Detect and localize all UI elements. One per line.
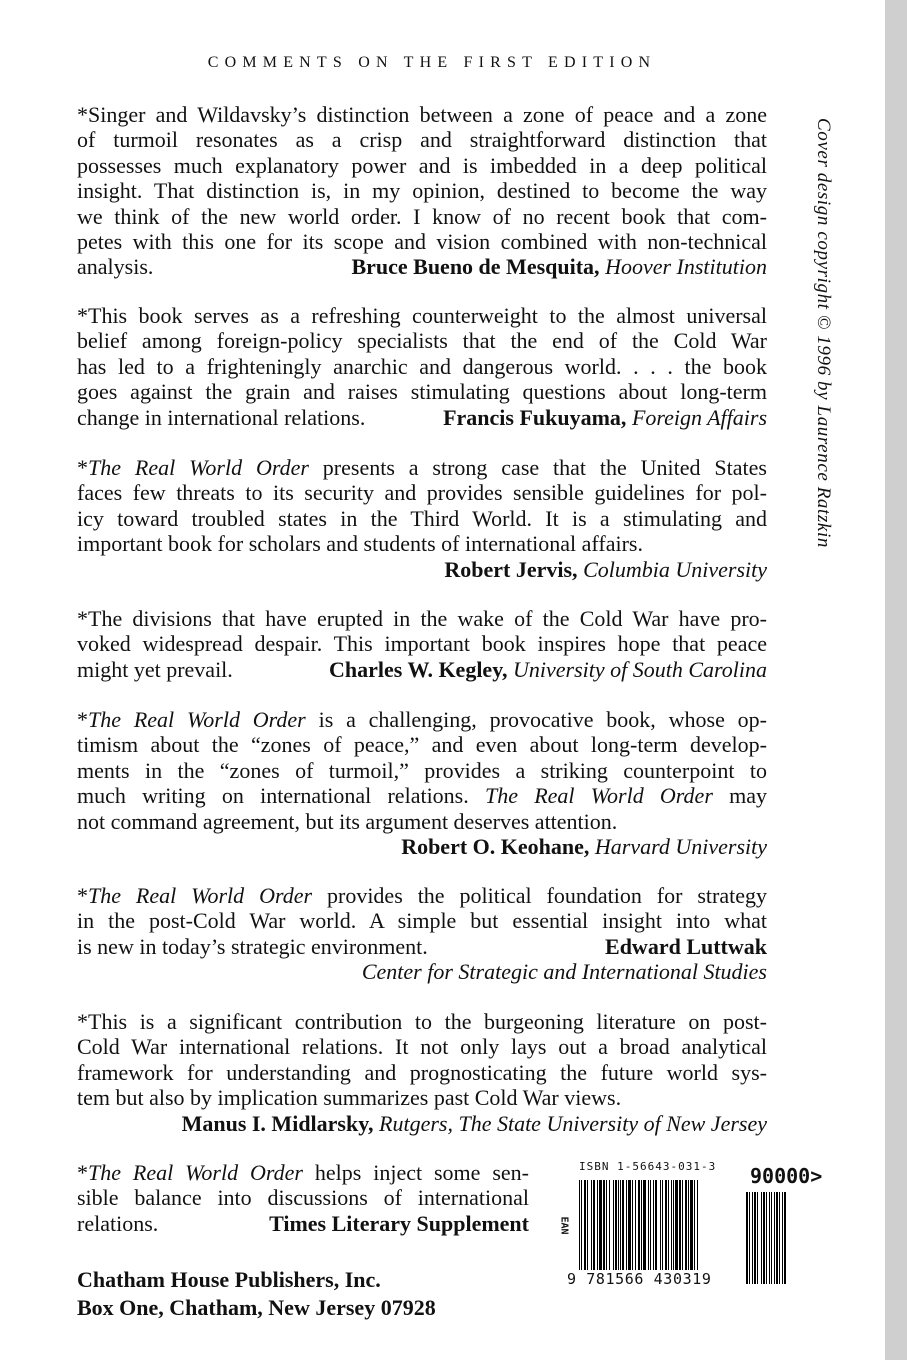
quote-line: *The Real World Order provides the political foundation for strategy	[77, 883, 767, 908]
ean-label: EAN	[558, 1216, 570, 1235]
quote-line: goes against the grain and raises stimulating questions about long-term	[77, 379, 767, 405]
attribution-name: Francis Fukuyama,	[443, 404, 627, 430]
quote-text: may	[712, 783, 767, 809]
quote-line: Cold War international relations. It not only lays out a broad analytical	[77, 1034, 767, 1060]
quote-last-text: is new in today’s strategic environment.	[77, 933, 428, 959]
quote-line: belief among foreign-policy specialists that the end of the Cold War	[77, 328, 767, 354]
quote-line: faces few threats to its security and provides sensible guidelines for pol-	[77, 480, 767, 506]
attribution-affiliation: Hoover Institution	[605, 254, 767, 280]
attribution-name: Charles W. Kegley,	[329, 656, 508, 682]
quote-text: is a challenging, provocative book, whose op-	[305, 707, 767, 732]
quote-line: petes with this one for its scope and vision combined with non-technical	[77, 229, 767, 255]
quote-line: voked widespread despair. This important book inspires hope that peace	[77, 631, 767, 657]
book-title: The Real World Order	[484, 783, 713, 809]
attribution-name: Robert O. Keohane,	[401, 834, 590, 860]
quote-jervis	[77, 455, 767, 582]
publisher-name: Chatham House Publishers, Inc.	[77, 1267, 381, 1292]
quote-line: timism about the “zones of peace,” and even about long-term develop-	[77, 732, 767, 758]
quote-last-text: tem but also by implication summarizes past Cold War views.	[77, 1085, 622, 1111]
ean-barcode-bars	[579, 1180, 741, 1284]
attribution-affiliation: University of South Carolina	[512, 656, 767, 682]
attribution-name: Robert Jervis,	[444, 556, 578, 582]
attribution-name: Bruce Bueno de Mesquita,	[351, 254, 600, 280]
quote-line: *This book serves as a refreshing counterweight to the almost universal	[77, 303, 767, 328]
quote-attribution-line	[77, 405, 767, 430]
quote-attribution-line	[77, 934, 767, 959]
quote-line: *This is a significant contribution to the burgeoning literature on post-	[77, 1009, 767, 1034]
quote-line: *Singer and Wildavsky’s distinction between a zone of peace and a zone	[77, 102, 767, 127]
quote-last-text: not command agreement, but its argument deserves attention.	[77, 808, 618, 834]
quote-line: we think of the new world order. I know of no recent book that com-	[77, 203, 767, 229]
quote-attribution-line	[77, 254, 767, 279]
quote-text: presents a strong case that the United States	[308, 455, 767, 480]
ean-digits: 9 781566 430319	[567, 1270, 712, 1288]
quote-tls	[77, 1160, 529, 1236]
quote-text: provides the political foundation for strategy	[312, 883, 767, 908]
quote-attribution	[77, 834, 767, 859]
attribution-affiliation: Foreign Affairs	[631, 404, 767, 430]
quote-attribution-line	[77, 1211, 529, 1236]
quote-line: ments in the “zones of turmoil,” provides a striking counterpoint to	[77, 757, 767, 783]
isbn-barcode	[555, 1160, 825, 1310]
quote-attribution	[443, 405, 767, 430]
page-heading: COMMENTS ON THE FIRST EDITION	[207, 54, 657, 71]
quote-line: *The divisions that have erupted in the wake of the Cold War have pro-	[77, 606, 767, 631]
quote-fukuyama	[77, 303, 767, 430]
quote-line: in the post-Cold War world. A simple but essential insight into what	[77, 908, 767, 934]
quote-attribution-line	[77, 657, 767, 682]
quote-last-text: important book for scholars and students of international affairs.	[77, 531, 643, 557]
attribution-affiliation: Center for Strategic and International Studies	[361, 959, 767, 985]
quote-line	[77, 783, 767, 808]
price-addon-digits: 90000>	[750, 1164, 823, 1188]
quote-line: *The Real World Order is a challenging, provocative book, whose op-	[77, 707, 767, 732]
quote-last-text: relations.	[77, 1210, 159, 1236]
quote-line: insight. That distinction is, in my opinion, destined to become the way	[77, 178, 767, 204]
publisher-block	[77, 1266, 436, 1322]
quote-luttwak	[77, 883, 767, 985]
isbn-label: ISBN 1-56643-031-3	[579, 1160, 717, 1173]
attribution-affiliation: Columbia University	[583, 556, 767, 582]
attribution-name: Manus I. Midlarsky,	[181, 1110, 374, 1136]
attribution-affiliation: Rutgers, The State University of New Jersey	[379, 1110, 767, 1136]
quote-line: has led to a frighteningly anarchic and dangerous world. . . . the book	[77, 353, 767, 379]
quote-line: *The Real World Order helps inject some sen-	[77, 1160, 529, 1185]
book-title: The Real World Order	[88, 707, 306, 732]
quote-text: much writing on international relations.	[77, 783, 485, 809]
quote-last-text: might yet prevail.	[77, 656, 233, 682]
quote-attribution	[77, 1111, 767, 1136]
attribution-affiliation: Harvard University	[594, 834, 767, 860]
page-edge	[885, 0, 907, 1360]
attribution-name: Edward Luttwak	[605, 933, 767, 959]
quote-last-text: change in international relations.	[77, 404, 366, 430]
attribution-name: Times Literary Supplement	[269, 1210, 529, 1236]
cover-design-credit: Cover design copyright © 1996 by Laurence Ratzkin	[813, 118, 834, 548]
quote-line: framework for understanding and prognosticating the future world sys-	[77, 1059, 767, 1085]
quote-line: *The Real World Order presents a strong case that the United States	[77, 455, 767, 480]
quote-line: possesses much explanatory power and is imbedded in a deep political	[77, 152, 767, 178]
quote-line: of turmoil resonates as a crisp and straightforward distinction that	[77, 127, 767, 153]
quote-mesquita	[77, 102, 767, 280]
publisher-address: Box One, Chatham, New Jersey 07928	[77, 1295, 436, 1320]
quote-attribution	[77, 557, 767, 582]
book-title: The Real World Order	[88, 883, 313, 908]
book-title: The Real World Order	[88, 455, 309, 480]
quote-midlarsky	[77, 1009, 767, 1136]
quote-text: helps inject some sen-	[302, 1160, 529, 1185]
quote-kegley	[77, 606, 767, 682]
addon-barcode-bars	[746, 1192, 804, 1284]
quote-last-text: analysis.	[77, 254, 154, 280]
quote-attribution	[351, 254, 767, 279]
book-title: The Real World Order	[88, 1160, 303, 1185]
quote-keohane	[77, 707, 767, 859]
quote-line: sible balance into discussions of international	[77, 1185, 529, 1211]
quote-attribution	[329, 657, 767, 682]
quote-line: icy toward troubled states in the Third World. It is a stimulating and	[77, 505, 767, 531]
